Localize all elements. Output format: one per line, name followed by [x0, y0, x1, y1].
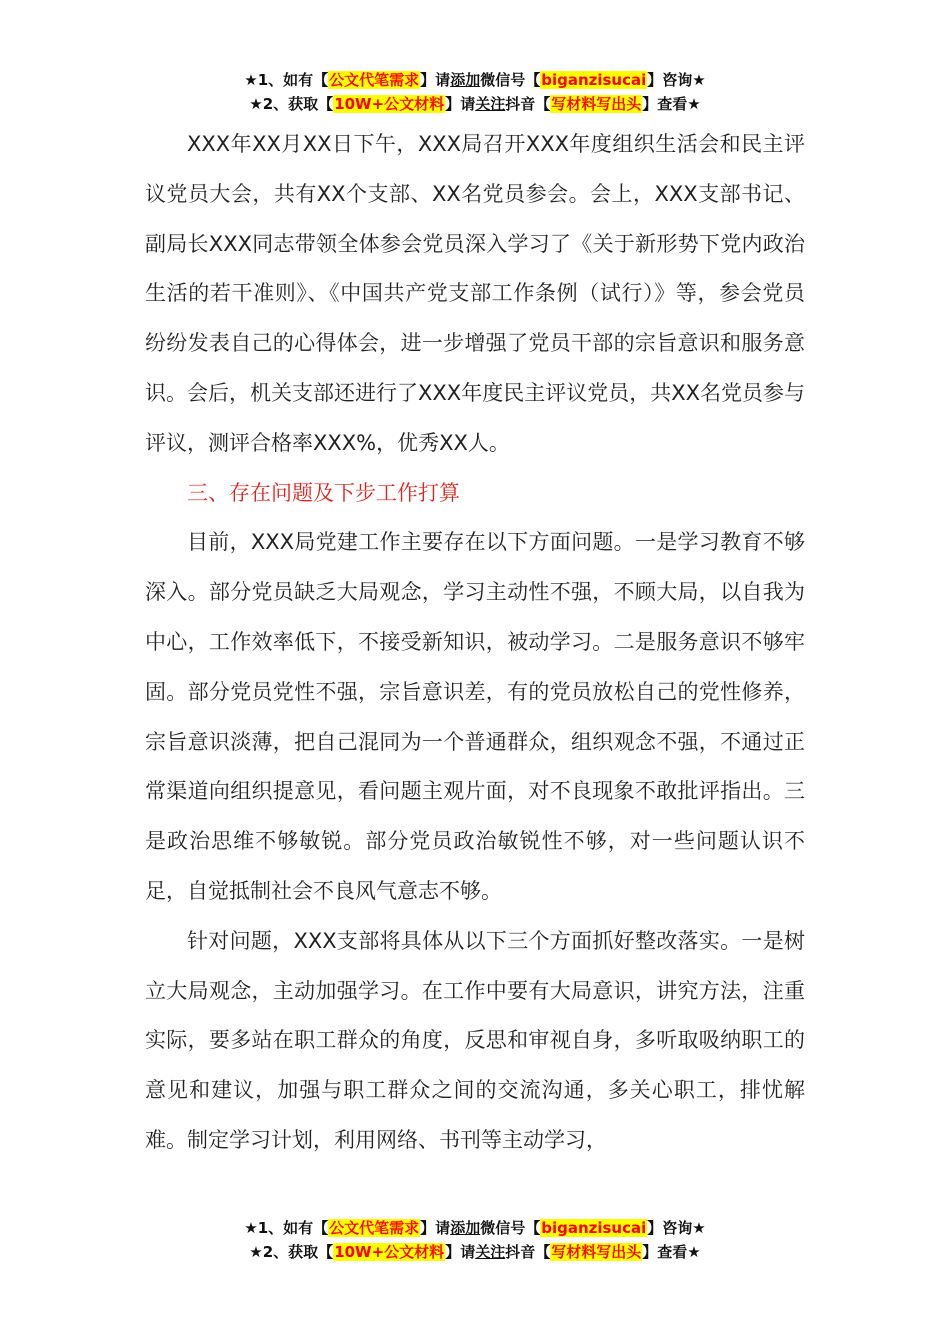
promo-text: ★1、如有【 [244, 1219, 329, 1237]
promo-highlight-douyin: 写材料写出头 [551, 95, 642, 113]
promo-highlight-wechat-id: biganzisucai [541, 71, 647, 89]
promo-underline-add: 添加 [450, 1219, 481, 1237]
promo-highlight-service: 公文代笔需求 [329, 1219, 420, 1237]
promo-text: 】咨询★ [647, 71, 706, 89]
promo-highlight-materials: 10W+公文材料 [334, 1243, 445, 1261]
section-heading-problems: 三、存在问题及下步工作打算 [187, 480, 460, 505]
paragraph-problems: 目前，XXX局党建工作主要存在以下方面问题。一是学习教育不够深入。部分党员缺乏大局观念，学习主动性不强，不顾大局，以自我为中心，工作效率低下，不接受新知识，被动学习。二是服务意识不够牢固。部分党员党性不强，宗旨意识差，有的党员放松自己的党性修养，宗旨意识淡薄，把自己混同为一个普通群众，组织观念不强，不通过正常渠道向组织提意见，看问题主观片面，对不良现象不敢批评指出。三是政治思维不够敏锐。部分党员政治敏锐性不够，对一些问题认识不足，自觉抵制社会不良风气意志不够。 [145, 530, 805, 903]
promo-text: 】咨询★ [647, 1219, 706, 1237]
promo-underline-follow: 关注 [475, 1243, 506, 1261]
promo-text: ★1、如有【 [244, 71, 329, 89]
promo-line-1 [0, 1216, 950, 1240]
promo-text: 】查看★ [642, 1243, 701, 1261]
promo-highlight-douyin: 写材料写出头 [551, 1243, 642, 1261]
promo-text: 微信号【 [480, 1219, 541, 1237]
promo-text: 抖音【 [505, 95, 551, 113]
promo-text: 】请 [420, 71, 451, 89]
promo-highlight-materials: 10W+公文材料 [334, 95, 445, 113]
promo-line-2 [0, 1240, 950, 1264]
promo-text: ★2、获取【 [249, 1243, 334, 1261]
promo-text: 】请 [445, 95, 476, 113]
promo-highlight-wechat-id: biganzisucai [541, 1219, 647, 1237]
document-body [145, 120, 805, 1166]
paragraph-meeting-summary: XXX年XX月XX日下午，XXX局召开XXX年度组织生活会和民主评议党员大会，共有XX个支部、XX名党员参会。会上，XXX支部书记、副局长XXX同志带领全体参会党员深入学习了《关于新形势下党内政治生活的若干准则》、《中国共产党支部工作条例（试行）》等，参会党员纷纷发表自己的心得体会，进一步增强了党员干部的宗旨意识和服务意识。会后，机关支部还进行了XXX年度民主评议党员，共XX名党员参与评议，测评合格率XXX%，优秀XX人。 [145, 132, 805, 455]
promo-line-2 [0, 92, 950, 116]
footer-promo-banner [0, 1216, 950, 1264]
promo-text: 】查看★ [642, 95, 701, 113]
header-promo-banner [0, 68, 950, 116]
promo-text: 】请 [445, 1243, 476, 1261]
promo-highlight-service: 公文代笔需求 [329, 71, 420, 89]
promo-text: 抖音【 [505, 1243, 551, 1261]
promo-line-1 [0, 68, 950, 92]
promo-text: ★2、获取【 [249, 95, 334, 113]
promo-underline-add: 添加 [450, 71, 481, 89]
promo-text: 微信号【 [480, 71, 541, 89]
promo-text: 】请 [420, 1219, 451, 1237]
paragraph-rectification: 针对问题，XXX支部将具体从以下三个方面抓好整改落实。一是树立大局观念，主动加强学习。在工作中要有大局意识，讲究方法，注重实际，要多站在职工群众的角度，反思和审视自身，多听取吸纳职工的意见和建议，加强与职工群众之间的交流沟通，多关心职工，排忧解难。制定学习计划，利用网络、书刊等主动学习， [145, 928, 805, 1152]
promo-underline-follow: 关注 [475, 95, 506, 113]
